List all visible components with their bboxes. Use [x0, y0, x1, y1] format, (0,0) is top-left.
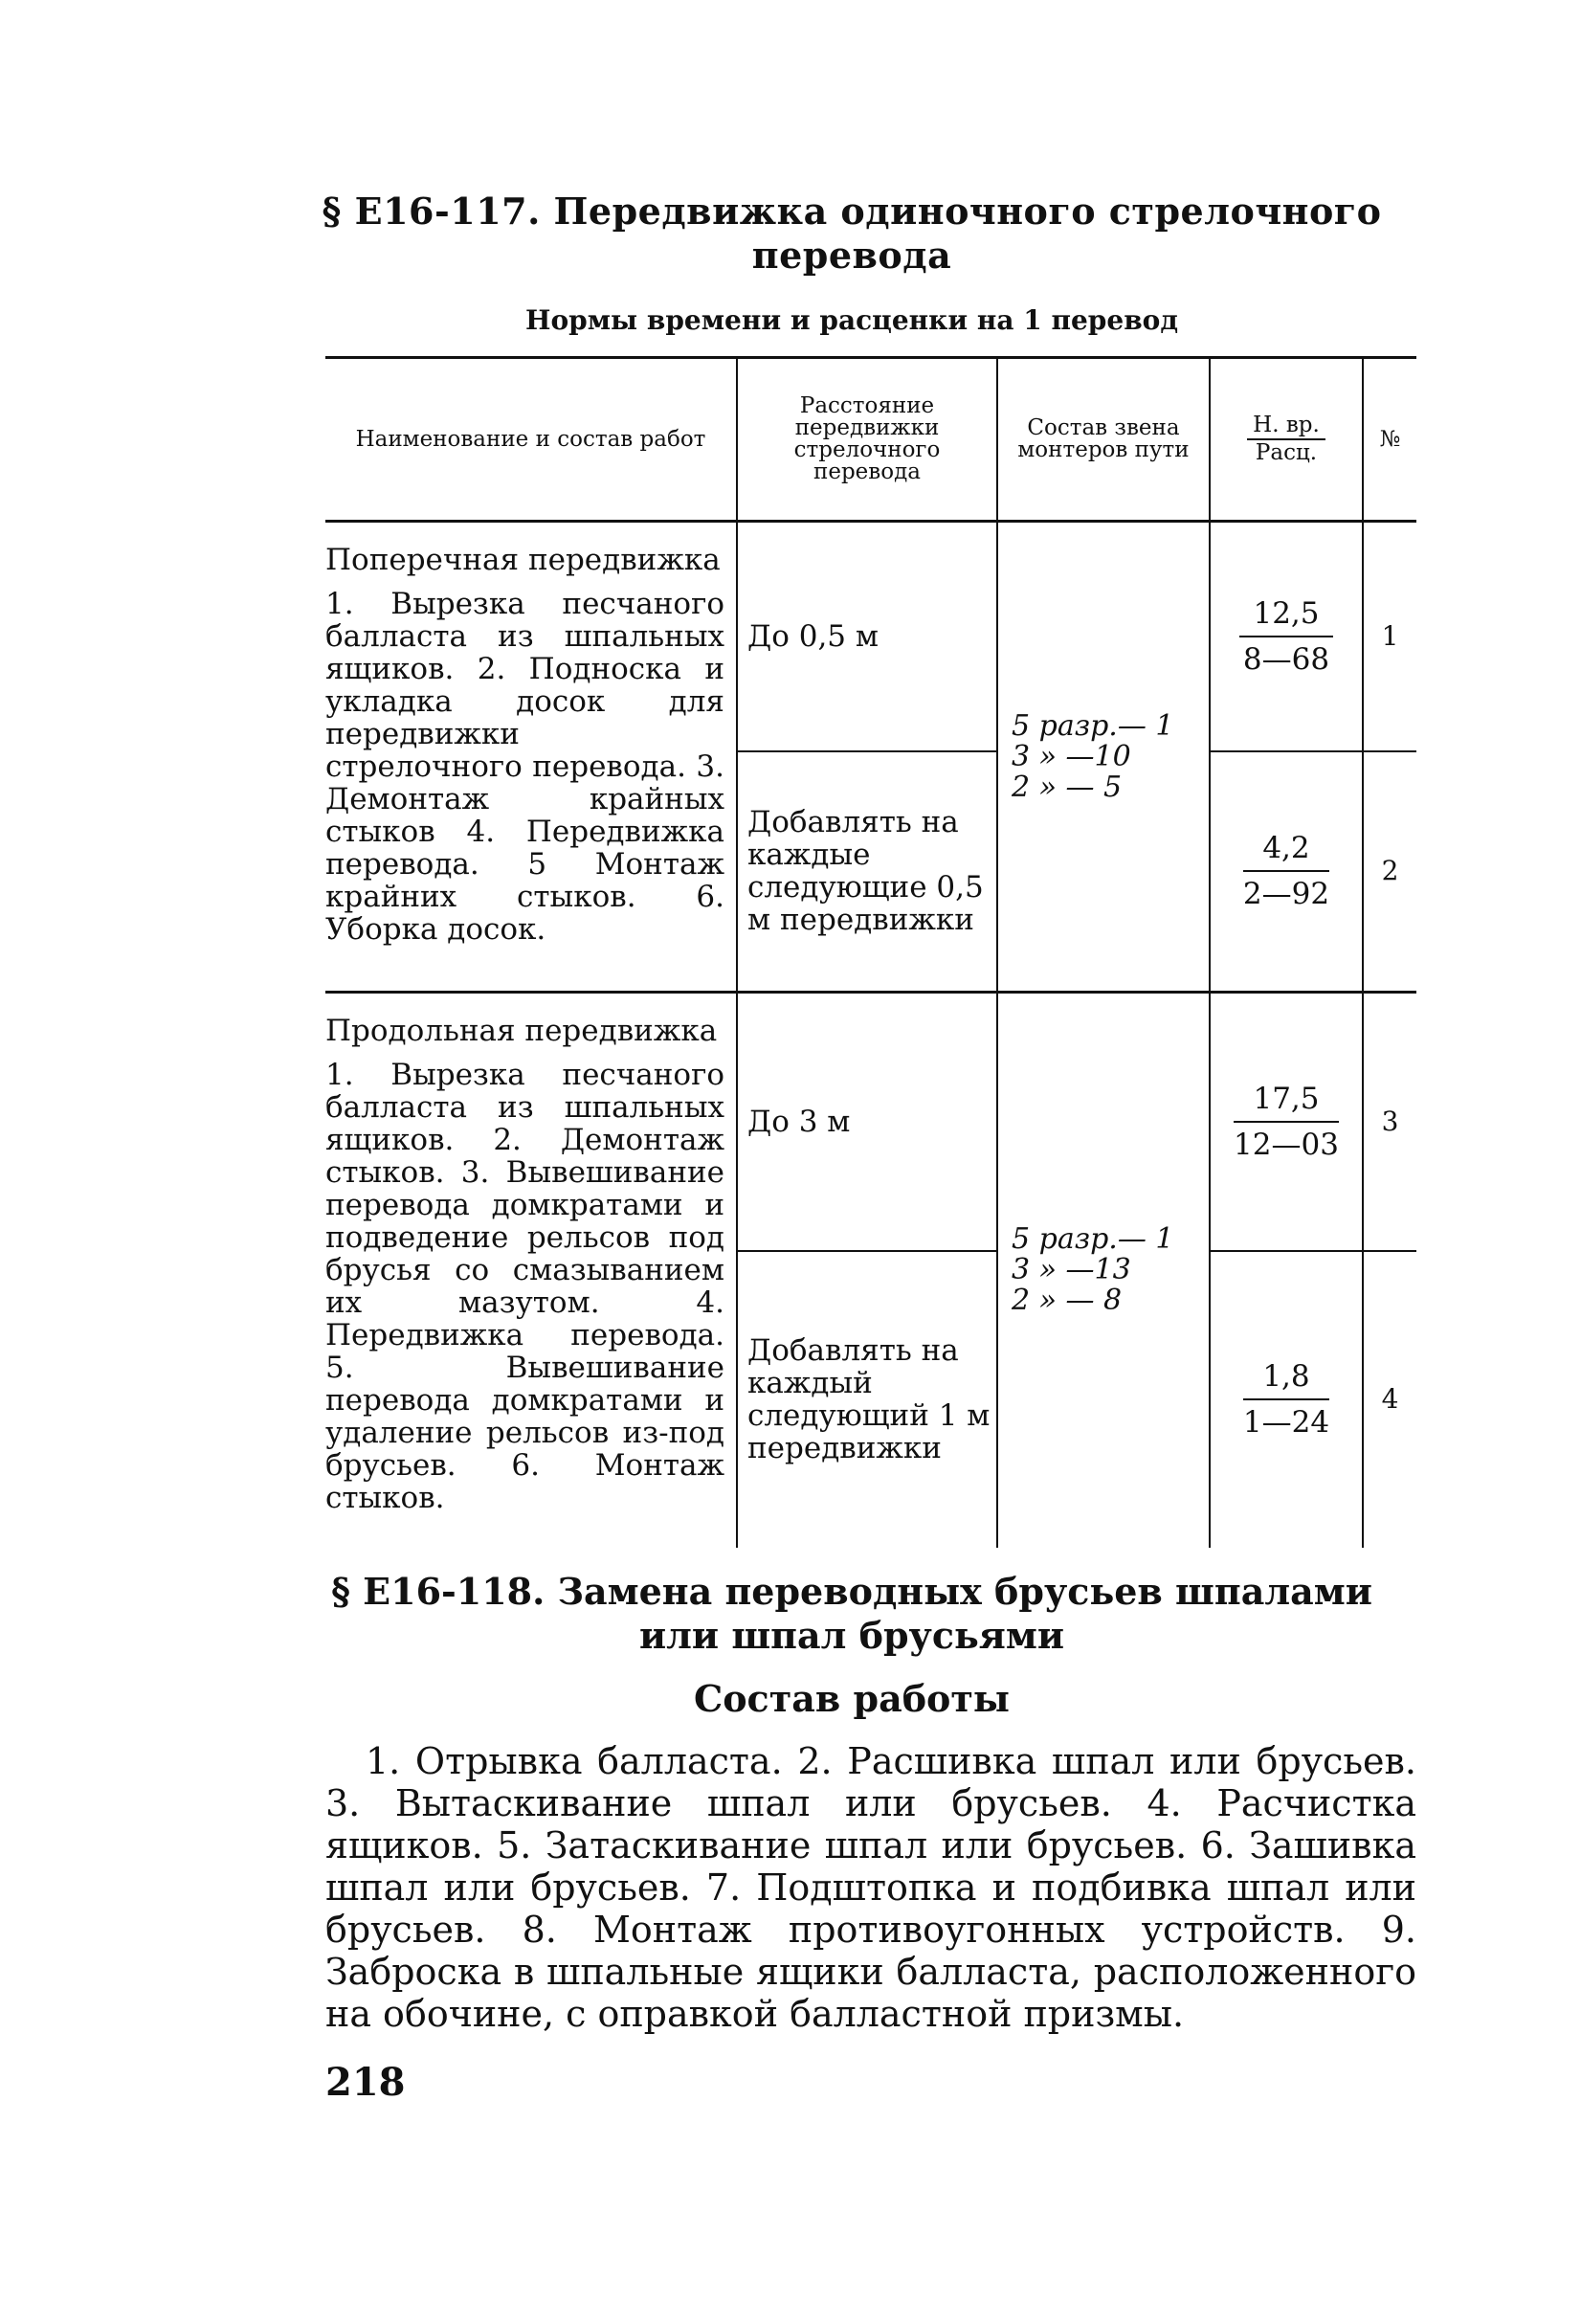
row-number: 4 [1381, 1383, 1399, 1415]
norm-fraction [1239, 595, 1332, 678]
header-number: № [1363, 358, 1416, 522]
row-number: 1 [1363, 522, 1416, 751]
norm-price: 12—03 [1234, 1127, 1339, 1162]
norm-time: 1,8 [1243, 1358, 1329, 1400]
work-title: Поперечная передвижка [325, 543, 721, 577]
norm-fraction [1234, 1081, 1339, 1163]
work-text: 1. Вырезка песчаного балласта из шпальных ящиков. 2. Подноска и укладка досок для передвижки стрелочного перевода. 3. Демонтаж крайных стыков 4. Передвижка перевода. 5 Монтаж крайних стыков. 6. Уборка досок. [325, 587, 724, 947]
crew-line: 2 » — 5 [1012, 770, 1123, 804]
crew-line: 2 » — 8 [1012, 1284, 1123, 1318]
norm-price: 8—68 [1242, 641, 1330, 677]
norm-time: 12,5 [1239, 595, 1332, 637]
composition-heading: Состав работы [693, 1677, 1011, 1720]
norm-cell [1210, 1251, 1363, 1548]
norm-fraction [1243, 1358, 1329, 1441]
crew-cell [997, 993, 1210, 1548]
section-title-e16-118: § Е16-118. Замена переводных брусьев шпалами или шпал брусьями [331, 1570, 1372, 1657]
crew-line: 3 » —13 [1012, 1253, 1131, 1287]
norm-price: 1—24 [1242, 1405, 1330, 1440]
table-caption: Нормы времени и расценки на 1 перевод [525, 304, 1178, 336]
work-description-transverse [325, 522, 737, 993]
norm-fraction [1243, 830, 1329, 912]
table-row [325, 522, 1416, 751]
composition-text: 1. Отрывка балласта. 2. Расшивка шпал или брусьев. 3. Вытаскивание шпал или брусьев. 4. Расчистка ящиков. 5. Затаскивание шпал или брусьев. 6. Зашивка шпал или брусьев. 7. Подштопка и подбивка шпал или брусьев. 8. Монтаж противоугонных устройств. 9. Заброска в шпальные ящики балласта, расположенного на обочине, с оправкой балластной призмы. [325, 1740, 1416, 2035]
row-number: 2 [1381, 855, 1399, 887]
crew-line: 5 разр.— 1 [1012, 708, 1174, 743]
distance-cell: До 0,5 м [737, 522, 997, 751]
work-description-longitudinal [325, 993, 737, 1548]
table-row [325, 993, 1416, 1251]
crew-line: 3 » —10 [1012, 739, 1131, 773]
work-text: 1. Вырезка песчаного балласта из шпальных ящиков. 2. Демонтаж стыков. 3. Вывешивание перевода домкратами и подведение рельсов под брусья со смазыванием их мазутом. 4. Передвижка перевода. 5. Вывешивание перевода домкратами и удаление рельсов из-под брусьев. 6. Монтаж стыков. [325, 1058, 724, 1515]
norm-cell [1210, 751, 1363, 993]
section-title-e16-117: § Е16-117. Передвижка одиночного стрелочного перевода [322, 190, 1382, 277]
distance-cell: До 3 м [737, 993, 997, 1251]
table-header-row [325, 358, 1416, 522]
norm-cell [1210, 522, 1363, 751]
page-number: 218 [325, 2060, 406, 2105]
header-norm-time: Н. вр. [1247, 413, 1325, 440]
header-crew: Состав звена монтеров пути [997, 358, 1210, 522]
header-norm-price: Расц. [1255, 440, 1318, 465]
norm-time: 4,2 [1243, 830, 1329, 872]
row-number: 3 [1363, 993, 1416, 1251]
distance-cell: Добавлять на каждый следующий 1 м передвижки [737, 1251, 997, 1548]
crew-cell [997, 522, 1210, 993]
header-norm [1210, 358, 1363, 522]
crew-line: 5 разр.— 1 [1012, 1222, 1174, 1257]
distance-cell: Добавлять на каждые следующие 0,5 м передвижки [737, 751, 997, 993]
work-title: Продольная передвижка [325, 1014, 718, 1048]
norm-time: 17,5 [1234, 1081, 1339, 1123]
header-work: Наименование и состав работ [325, 358, 737, 522]
norm-cell [1210, 993, 1363, 1251]
norm-price: 2—92 [1242, 877, 1330, 912]
norms-table [325, 356, 1416, 1548]
header-norm-fraction [1247, 413, 1325, 466]
header-distance: Расстояние передвижки стрелочного перевода [737, 358, 997, 522]
